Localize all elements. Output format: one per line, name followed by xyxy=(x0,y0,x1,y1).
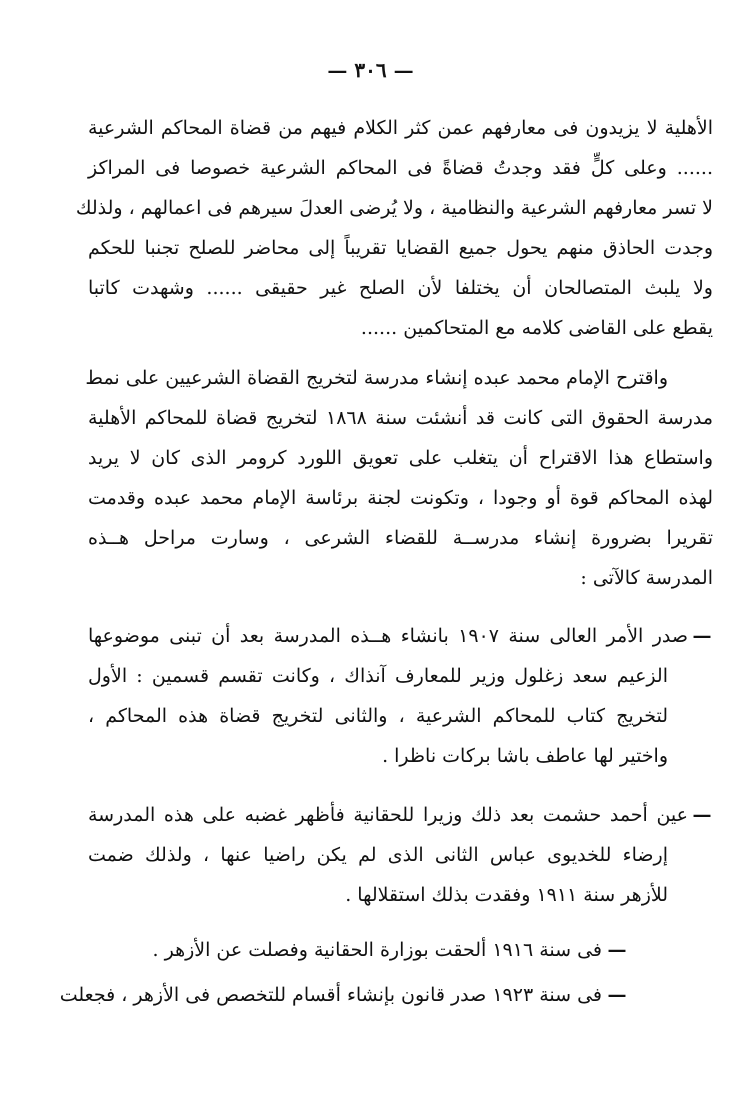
item-dash: — xyxy=(607,939,627,961)
item-dash: — xyxy=(692,804,712,826)
paragraph-line: واستطاع هذا الاقتراح أن يتغلب على تعويق اللورد كرومر الذى كان لا يريد xyxy=(88,447,713,469)
item-line: واختير لها عاطف باشا بركات ناظرا . xyxy=(382,745,668,767)
paragraph-line: مدرسة الحقوق التى كانت قد أنشئت سنة ١٨٦٨ لتخريج قضاة للمحاكم الأهلية xyxy=(88,407,713,429)
paragraph-line: الأهلية لا يزيدون فى معارفهم عمن كثر الكلام فيهم من قضاة المحاكم الشرعية xyxy=(88,117,713,139)
item-line: فى سنة ١٩١٦ ألحقت بوزارة الحقانية وفصلت عن الأزهر . xyxy=(152,939,602,961)
item-line: صدر الأمر العالى سنة ١٩٠٧ بانشاء هــذه المدرسة بعد أن تبنى موضوعها xyxy=(88,625,688,647)
paragraph-line: ...... وعلى كلٍّ فقد وجدتُ قضاةً فى المحاكم الشرعية خصوصا فى المراكز xyxy=(88,157,713,179)
paragraph-line: ولا يلبث المتصالحان أن يختلفا لأن الصلح غير حقيقى ...... وشهدت كاتبا xyxy=(88,277,713,299)
paragraph-line: وجدت الحاذق منهم يحول جميع القضايا تقريباً إلى محاضر للصلح تجنبا للحكم xyxy=(88,237,713,259)
paragraph-line: لهذه المحاكم قوة أو وجودا ، وتكونت لجنة برئاسة الإمام محمد عبده وقدمت xyxy=(88,487,713,509)
item-line: الزعيم سعد زغلول وزير للمعارف آنذاك ، وكانت تقسم قسمين : الأول xyxy=(88,665,668,687)
paragraph-line: واقترح الإمام محمد عبده إنشاء مدرسة لتخريج القضاة الشرعيين على نمط xyxy=(85,367,668,389)
item-line: عين أحمد حشمت بعد ذلك وزيرا للحقانية فأظهر غضبه على هذه المدرسة xyxy=(88,804,688,826)
item-line: للأزهر سنة ١٩١١ وفقدت بذلك استقلالها . xyxy=(345,884,668,906)
item-line: لتخريج كتاب للمحاكم الشرعية ، والثانى لتخريج قضاة هذه المحاكم ، xyxy=(88,705,668,727)
item-dash: — xyxy=(692,625,712,647)
item-line: إرضاء للخديوى عباس الثانى الذى لم يكن راضيا عنها ، ولذلك ضمت xyxy=(88,844,668,866)
page-number: — ٣٠٦ — xyxy=(327,58,414,82)
paragraph-line: تقريرا بضرورة إنشاء مدرســة للقضاء الشرعى ، وسارت مراحل هــذه xyxy=(88,527,713,549)
paragraph-line: يقطع على القاضى كلامه مع المتحاكمين ...... xyxy=(360,317,713,339)
paragraph-line: لا تسر معارفهم الشرعية والنظامية ، ولا يُرضى العدلَ سيرهم فى اعمالهم ، ولذلك xyxy=(75,197,713,219)
paragraph-line: المدرسة كالآتى : xyxy=(580,567,713,589)
item-line: فى سنة ١٩٢٣ صدر قانون بإنشاء أقسام للتخصص فى الأزهر ، فجعلت xyxy=(59,984,602,1006)
item-dash: — xyxy=(607,984,627,1006)
